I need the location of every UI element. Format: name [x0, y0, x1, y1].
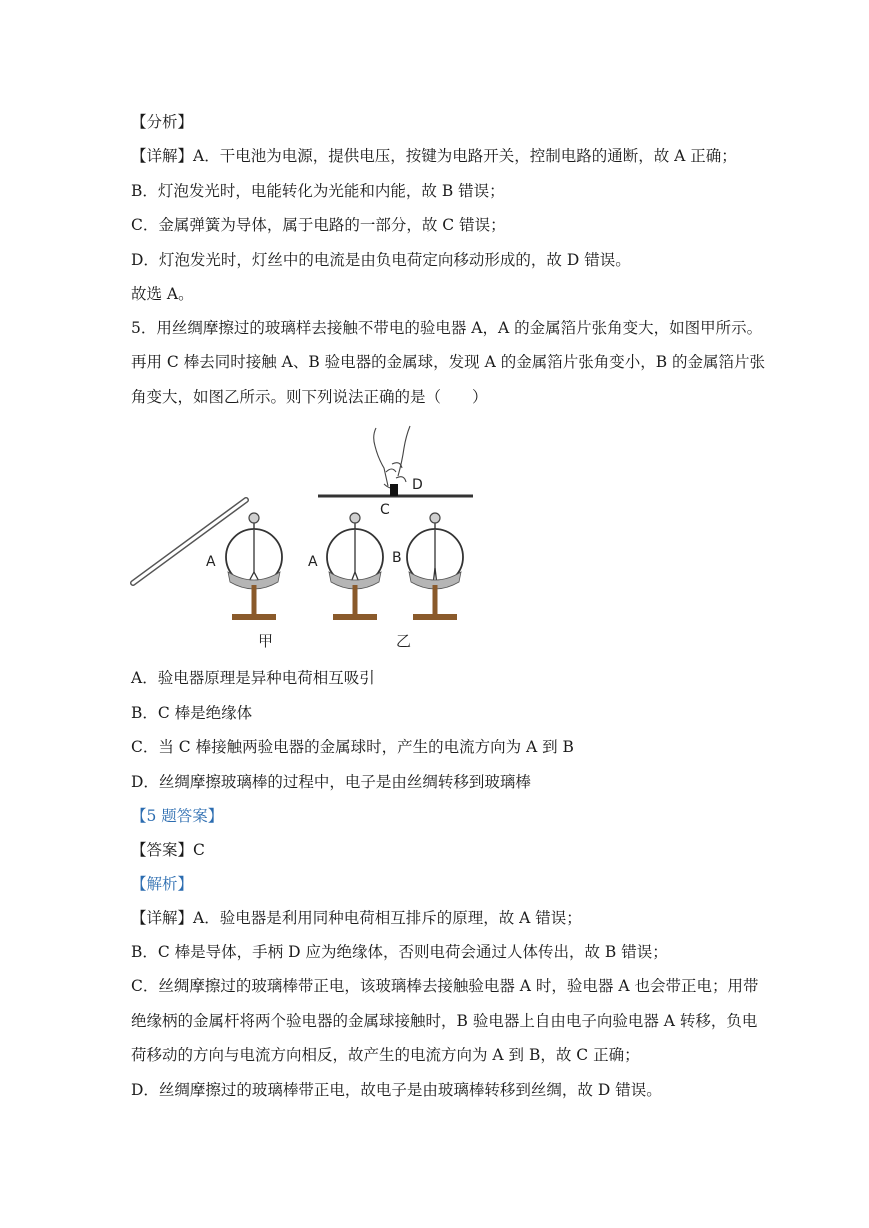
- electroscope-a-yi: [327, 513, 383, 620]
- q4-choice: 故选 A。: [131, 285, 194, 303]
- q5-option-d: D．丝绸摩擦玻璃棒的过程中，电子是由丝绸转移到玻璃棒: [131, 773, 531, 791]
- q4-analysis-heading: 【分析】: [131, 113, 194, 131]
- fig-label-d: D: [412, 477, 423, 493]
- q5-answer-heading: 【5 题答案】: [131, 807, 224, 825]
- electroscope-b-yi: [407, 513, 463, 620]
- fig-label-a2: A: [308, 554, 318, 570]
- q5-analysis-heading: 【解析】: [131, 875, 194, 893]
- q5-detail-b: B．C 棒是导体，手柄 D 应为绝缘体，否则电荷会通过人体传出，故 B 错误；: [131, 943, 668, 961]
- q5-detail-a: 【详解】A．验电器是利用同种电荷相互排斥的原理，故 A 错误；: [131, 909, 582, 927]
- hand-drawing: [374, 426, 410, 489]
- electroscope-figure: [128, 422, 488, 654]
- q4-detail-d: D．灯泡发光时，灯丝中的电流是由负电荷定向移动形成的，故 D 错误。: [131, 251, 631, 269]
- q5-stem-line1: 5．用丝绸摩擦过的玻璃样去接触不带电的验电器 A，A 的金属箔片张角变大，如图甲所示。: [131, 319, 763, 337]
- q5-stem-line2: 再用 C 棒去同时接触 A、B 验电器的金属球，发现 A 的金属箔片张角变小，B 的金属箔片张: [131, 353, 766, 371]
- q5-stem-line3: 角变大，如图乙所示。则下列说法正确的是（ ）: [131, 388, 488, 406]
- fig-caption-jia: 甲: [258, 632, 274, 650]
- electroscope-a-jia: [226, 513, 282, 620]
- q5-detail-d: D．丝绸摩擦过的玻璃棒带正电，故电子是由玻璃棒转移到丝绸，故 D 错误。: [131, 1081, 662, 1099]
- q4-detail-c: C．金属弹簧为导体，属于电路的一部分，故 C 错误；: [131, 216, 506, 234]
- fig-caption-yi: 乙: [396, 632, 412, 650]
- q5-option-b: B．C 棒是绝缘体: [131, 704, 253, 722]
- q5-detail-c-line2: 绝缘柄的金属杆将两个验电器的金属球接触时，B 验电器上自由电子向验电器 A 转移，负电: [131, 1012, 758, 1030]
- q5-detail-c-line3: 荷移动的方向与电流方向相反，故产生的电流方向为 A 到 B，故 C 正确；: [131, 1046, 640, 1064]
- fig-label-c: C: [380, 502, 390, 518]
- fig-label-a1: A: [206, 554, 216, 570]
- q5-option-c: C．当 C 棒接触两验电器的金属球时，产生的电流方向为 A 到 B: [131, 738, 574, 756]
- q4-detail-b: B．灯泡发光时，电能转化为光能和内能，故 B 错误；: [131, 182, 505, 200]
- q5-answer: 【答案】C: [131, 841, 205, 859]
- handle-d: [390, 484, 398, 496]
- q5-detail-c-line1: C．丝绸摩擦过的玻璃棒带正电，该玻璃棒去接触验电器 A 时，验电器 A 也会带正电；用带: [131, 977, 759, 995]
- fig-label-b: B: [392, 550, 402, 566]
- q4-detail-a: 【详解】A．干电池为电源，提供电压，按键为电路开关，控制电路的通断，故 A 正确；: [131, 147, 737, 165]
- q5-option-a: A．验电器原理是异种电荷相互吸引: [131, 669, 375, 687]
